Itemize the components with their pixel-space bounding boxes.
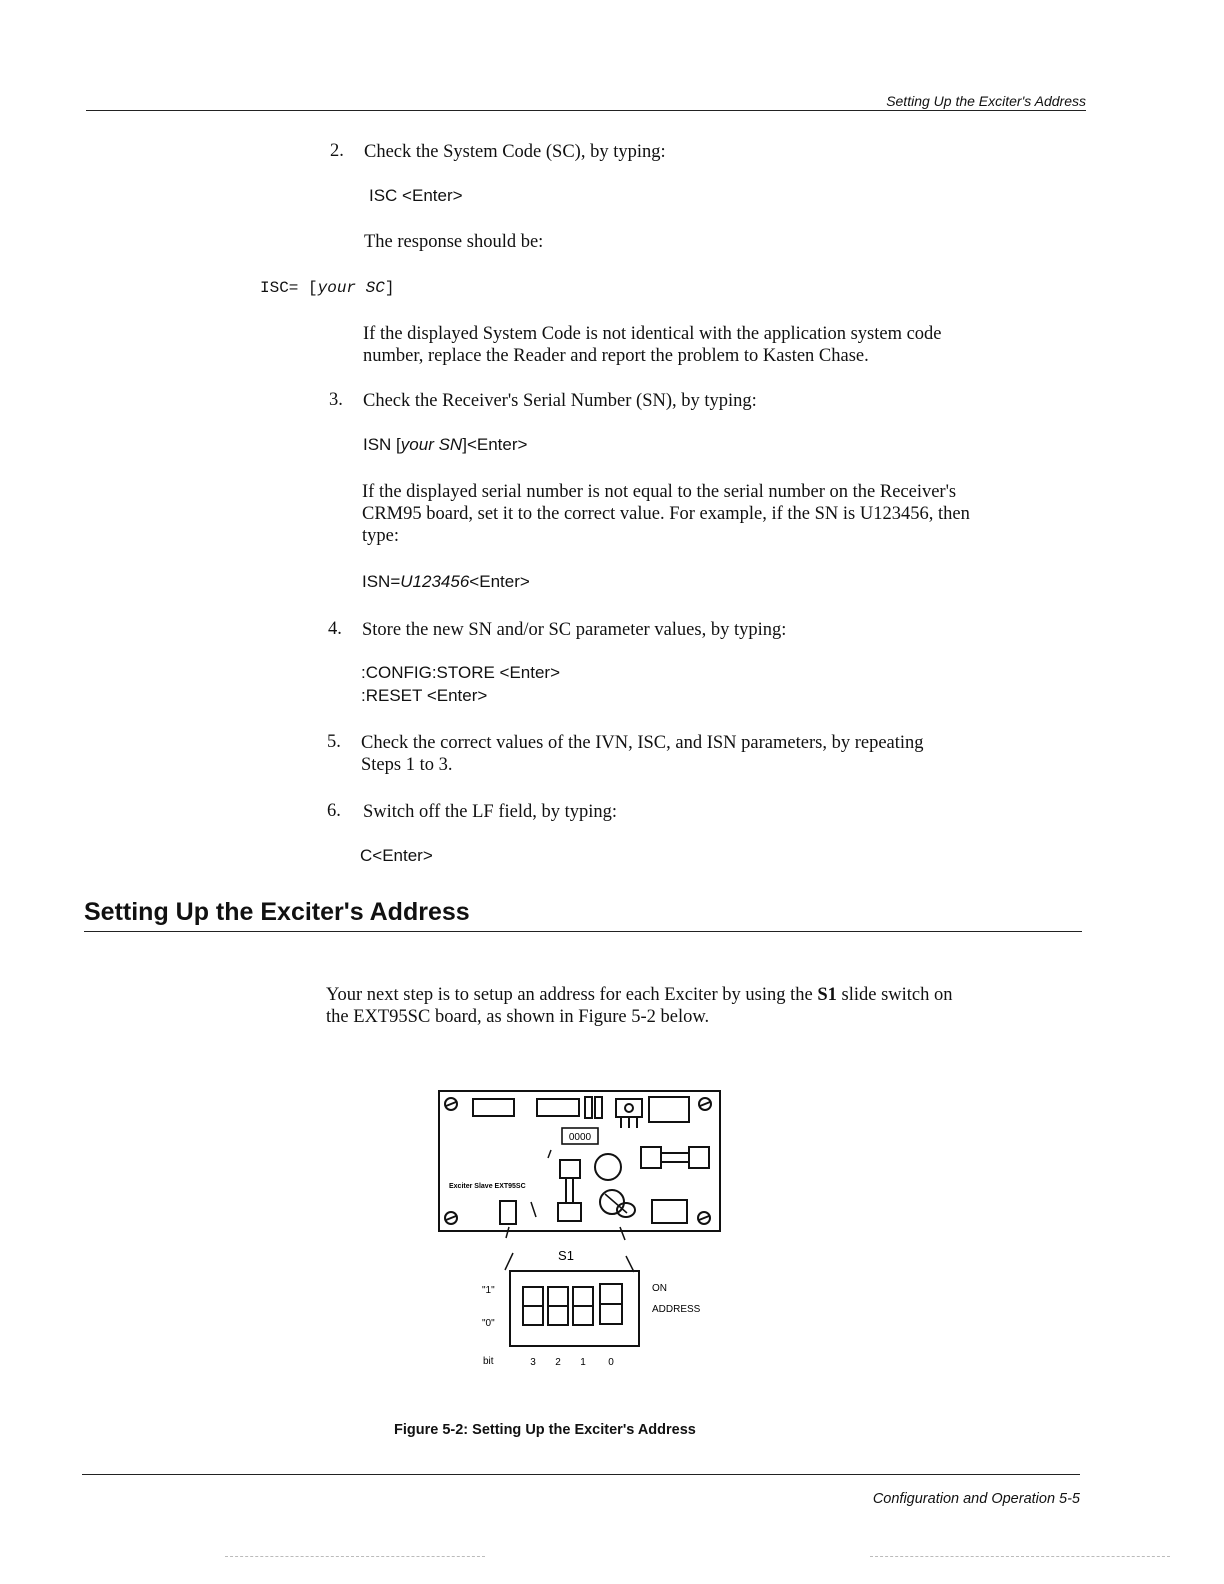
address-label: ADDRESS <box>652 1304 701 1315</box>
command-config-store: :CONFIG:STORE <Enter> <box>361 663 561 682</box>
board-label: Exciter Slave EXT95SC <box>449 1183 526 1190</box>
callout-line <box>626 1256 634 1272</box>
command-clear: C<Enter> <box>360 846 433 865</box>
command-isn-set-suffix: <Enter> <box>469 572 530 591</box>
callout-line <box>505 1253 513 1270</box>
paragraph-line: If the displayed serial number is not equal to the serial number on the Receiver's <box>362 482 957 502</box>
component <box>537 1099 579 1116</box>
switch-s1 <box>500 1201 516 1224</box>
command-reset: :RESET <Enter> <box>361 686 488 705</box>
dip-toggle-bit-1 <box>573 1287 593 1325</box>
bit-number: 2 <box>555 1357 561 1368</box>
connector <box>689 1147 709 1168</box>
intro-text: Your next step is to setup an address for each Exciter by using the <box>326 985 818 1005</box>
on-label: ON <box>652 1283 667 1294</box>
step-text: Check the Receiver's Serial Number (SN), by typing: <box>363 391 757 411</box>
component <box>595 1097 602 1118</box>
step-text-line: Steps 1 to 3. <box>361 755 453 775</box>
callout-line <box>620 1227 625 1240</box>
section-intro <box>326 984 953 1028</box>
component <box>473 1099 514 1116</box>
component <box>585 1097 592 1118</box>
level-one-label: "1" <box>482 1285 495 1296</box>
bit-label: bit <box>483 1356 494 1367</box>
callout-line <box>506 1227 509 1238</box>
dip-toggle-bit-0 <box>600 1284 622 1324</box>
running-header: Setting Up the Exciter's Address <box>886 93 1086 109</box>
command-isn-prefix: ISN [ <box>363 435 401 454</box>
step-text-line: Check the correct values of the IVN, ISC, and ISN parameters, by repeating <box>361 733 924 753</box>
step-number: 6. <box>327 801 341 821</box>
command-isc: ISC <Enter> <box>369 186 463 205</box>
bit-number: 1 <box>580 1357 586 1368</box>
step-number: 2. <box>330 141 344 161</box>
bit-number: 0 <box>608 1357 614 1368</box>
step-number: 4. <box>328 619 342 639</box>
crystal <box>595 1154 621 1180</box>
exciter-board-figure <box>430 1080 730 1380</box>
step-text <box>361 732 924 776</box>
paragraph-line: If the displayed System Code is not identical with the application system code <box>363 324 942 344</box>
footer-text: Configuration and Operation 5-5 <box>872 1491 1080 1507</box>
section-intro-line <box>326 984 953 1006</box>
response-line <box>260 279 394 297</box>
response-intro: The response should be: <box>364 232 544 252</box>
command-isn-set-value: U123456 <box>400 572 470 591</box>
chip-label: 0000 <box>568 1132 592 1143</box>
regulator-hole <box>625 1104 633 1112</box>
component <box>560 1160 580 1178</box>
section-title: Setting Up the Exciter's Address <box>84 898 470 926</box>
switch-label: S1 <box>558 1248 574 1263</box>
intro-text: slide switch on <box>836 985 953 1005</box>
mounting-hole <box>698 1212 710 1224</box>
dip-toggle-bit-2 <box>548 1287 568 1325</box>
command-isn <box>363 435 527 455</box>
component <box>649 1097 689 1122</box>
paragraph-line: number, replace the Reader and report the problem to Kasten Chase. <box>363 346 869 366</box>
scan-artifact <box>225 1556 485 1557</box>
bit-number: 3 <box>530 1357 536 1368</box>
figure-caption: Figure 5-2: Setting Up the Exciter's Address <box>394 1422 696 1438</box>
step-number: 5. <box>327 732 341 752</box>
mounting-hole <box>699 1098 711 1110</box>
command-isn-placeholder: your SN <box>400 435 463 454</box>
command-isn-set <box>362 572 530 592</box>
response-placeholder: your SC <box>317 279 385 297</box>
component <box>652 1200 687 1223</box>
trace <box>548 1150 551 1158</box>
connector <box>641 1147 661 1168</box>
response-suffix: ] <box>384 279 395 297</box>
footer-rule <box>82 1474 1080 1475</box>
level-zero-label: "0" <box>482 1318 495 1329</box>
dip-switch <box>510 1271 639 1346</box>
pointer <box>531 1202 536 1217</box>
section-rule <box>84 931 1082 932</box>
command-isn-suffix: ]<Enter> <box>462 435 528 454</box>
header-rule <box>86 110 1086 111</box>
sn-mismatch-paragraph <box>362 481 970 547</box>
section-intro-line: the EXT95SC board, as shown in Figure 5-2 below. <box>326 1007 710 1027</box>
potentiometer <box>600 1190 624 1214</box>
response-prefix: ISC= [ <box>260 279 318 297</box>
step-text: Store the new SN and/or SC parameter values, by typing: <box>362 620 787 640</box>
mounting-hole <box>445 1212 457 1224</box>
step-text: Switch off the LF field, by typing: <box>363 802 618 822</box>
step-number: 3. <box>329 390 343 410</box>
scan-artifact <box>870 1556 1170 1557</box>
paragraph-line: CRM95 board, set it to the correct value. For example, if the SN is U123456, then <box>362 504 970 524</box>
intro-bold-switch: S1 <box>817 985 837 1005</box>
dip-toggle-bit-3 <box>523 1287 543 1325</box>
command-isn-set-prefix: ISN= <box>362 572 401 591</box>
step-text: Check the System Code (SC), by typing: <box>364 142 666 162</box>
sc-mismatch-paragraph <box>363 323 942 367</box>
component <box>558 1203 581 1221</box>
regulator <box>616 1099 642 1117</box>
paragraph-line: type: <box>362 526 399 546</box>
mounting-hole <box>445 1098 457 1110</box>
